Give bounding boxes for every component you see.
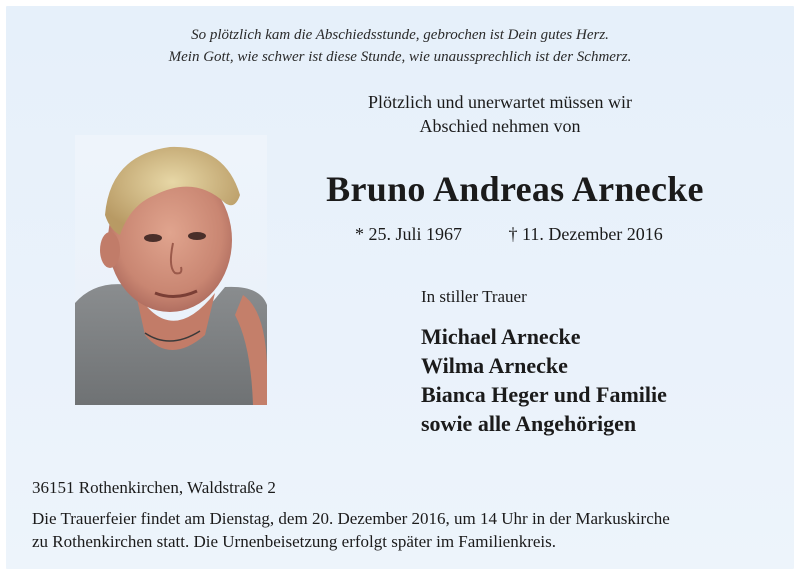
notice-line: zu Rothenkirchen statt. Die Urnenbeisetzung erfolgt später im Familienkreis. [32,532,557,551]
poem-line: Mein Gott, wie schwer ist diese Stunde, wie unaussprechlich ist der Schmerz. [168,49,632,65]
mourner-name: sowie alle Angehörigen [421,411,637,436]
funeral-notice [32,507,792,553]
address: 36151 Rothenkirchen, Waldstraße 2 [32,478,276,497]
birth-date: * 25. Juli 1967 [355,224,463,244]
mourners-list [421,322,667,438]
memorial-poem [0,24,800,68]
intro-text [300,90,700,138]
portrait-image [75,135,267,405]
life-dates [355,224,663,245]
poem-line: So plötzlich kam die Abschiedsstunde, gebrochen ist Dein gutes Herz. [191,27,609,43]
deceased-name: Bruno Andreas Arnecke [326,169,704,209]
intro-line: Abschied nehmen von [419,116,581,136]
mourner-name: Bianca Heger und Familie [421,382,667,407]
mourner-name: Michael Arnecke [421,324,581,349]
mourning-label: In stiller Trauer [421,287,527,306]
intro-line: Plötzlich und unerwartet müssen wir [368,92,632,112]
mourner-name: Wilma Arnecke [421,353,568,378]
death-date: † 11. Dezember 2016 [508,224,663,244]
portrait-photo [75,135,267,405]
notice-line: Die Trauerfeier findet am Dienstag, dem 20. Dezember 2016, um 14 Uhr in der Markuskirche [32,509,670,528]
